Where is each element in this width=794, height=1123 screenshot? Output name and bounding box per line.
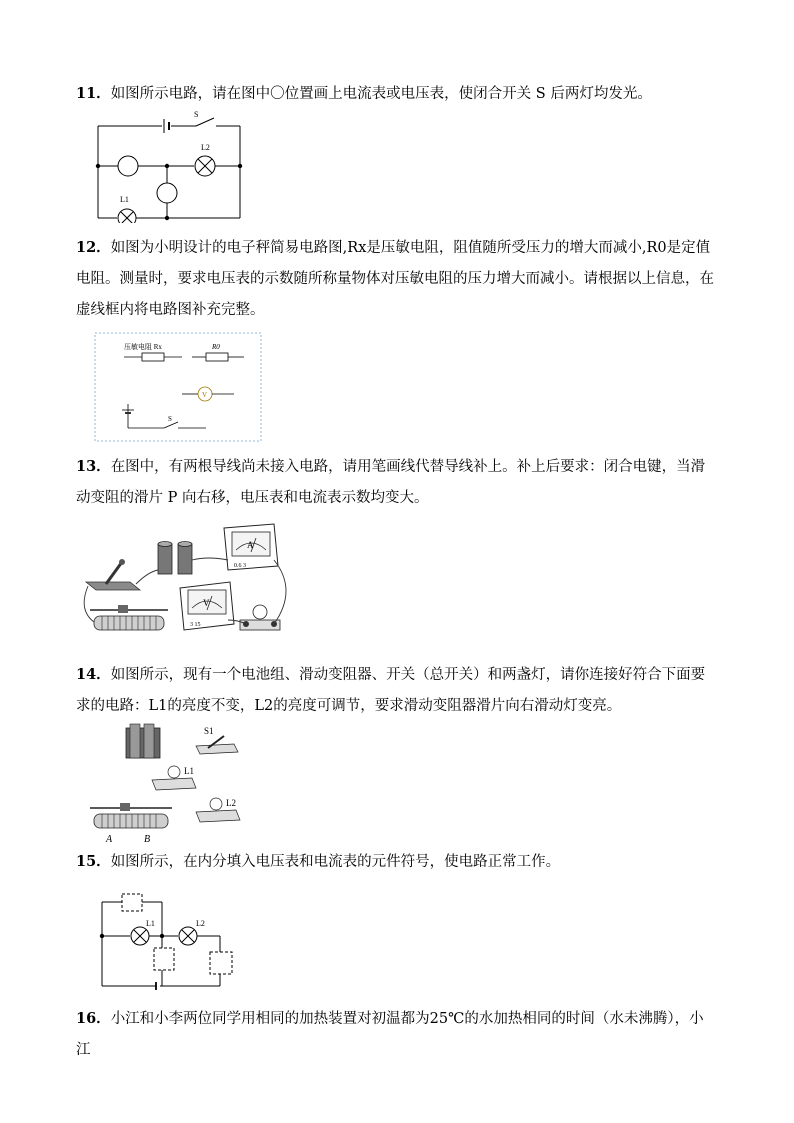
lamp-l2-label: L2 bbox=[201, 143, 210, 152]
question-13 bbox=[76, 451, 716, 514]
ammeter-label: A bbox=[247, 540, 254, 550]
voltmeter-scale: 3 15 bbox=[190, 622, 201, 628]
question-16 bbox=[76, 1003, 716, 1066]
pressure-resistor-rx bbox=[142, 353, 164, 361]
circuit-diagram-12 bbox=[94, 332, 264, 444]
rheostat-icon bbox=[90, 803, 172, 828]
question-text: 小江和小李两位同学用相同的加热装置对初温都为25℃的水加热相同的时间（水未沸腾），小江 bbox=[76, 1011, 704, 1058]
lamp-l2-label: L2 bbox=[226, 798, 236, 808]
terminal-a-label: A bbox=[106, 834, 113, 844]
switch-s1-icon bbox=[196, 736, 238, 754]
fixed-resistor-r0 bbox=[206, 353, 228, 361]
lamp-l1-label: L1 bbox=[120, 195, 129, 204]
question-11 bbox=[76, 78, 716, 110]
question-15 bbox=[76, 846, 716, 878]
question-number: 14． bbox=[76, 666, 111, 683]
circuit-diagram-15 bbox=[96, 888, 242, 992]
switch-blade bbox=[196, 118, 214, 126]
question-number: 12． bbox=[76, 239, 111, 256]
dashed-answer-box bbox=[95, 333, 261, 441]
battery-cell-2 bbox=[178, 542, 192, 575]
lamp-l2-label: L2 bbox=[196, 919, 205, 928]
blank-box-3 bbox=[210, 952, 232, 974]
question-12 bbox=[76, 232, 716, 326]
question-text: 如图所示电路，请在图中〇位置画上电流表或电压表，使闭合开关 S 后两灯均发光。 bbox=[110, 86, 652, 102]
question-text: 如图所示，在内分填入电压表和电流表的元件符号，使电路正常工作。 bbox=[110, 854, 561, 870]
switch-label: S bbox=[168, 415, 172, 423]
rheostat-icon bbox=[90, 605, 168, 630]
meter-slot-2 bbox=[157, 183, 177, 203]
lamp-l1-label: L1 bbox=[184, 766, 194, 776]
lamp-l1-icon bbox=[118, 209, 136, 223]
switch-s1-label: S1 bbox=[204, 726, 214, 736]
blank-box-2 bbox=[154, 948, 174, 970]
physical-circuit-13 bbox=[78, 520, 300, 643]
meter-slot-1 bbox=[118, 156, 138, 176]
question-number: 15． bbox=[76, 853, 111, 870]
battery-pack-icon bbox=[126, 724, 160, 758]
rx-label: 压敏电阻 Rx bbox=[124, 343, 162, 351]
ammeter-scale: 0.6 3 bbox=[234, 563, 246, 569]
circuit-diagram-11 bbox=[90, 108, 250, 223]
r0-label: R0 bbox=[212, 343, 220, 351]
blank-box-1 bbox=[122, 894, 142, 911]
voltmeter-label: V bbox=[203, 598, 210, 608]
question-text: 如图为小明设计的电子秤简易电路图,Rx是压敏电阻，阻值随所受压力的增大而减小,R0是定值电阻。测量时，要求电压表的示数随所称量物体对压敏电阻的压力增大而减小。请根据以上信息，在虚线框内将电路图补充完整。 bbox=[76, 240, 714, 318]
lamp-icon bbox=[240, 605, 280, 630]
question-text: 在图中，有两根导线尚未接入电路，请用笔画线代替导线补上。补上后要求：闭合电键，当滑动变阻的滑片 P 向右移，电压表和电流表示数均变大。 bbox=[76, 459, 706, 506]
question-number: 13． bbox=[76, 458, 111, 475]
question-14 bbox=[76, 659, 716, 722]
switch-label: S bbox=[194, 110, 199, 119]
physical-circuit-14 bbox=[86, 716, 252, 844]
question-text: 如图所示，现有一个电池组、滑动变阻器、开关（总开关）和两盏灯，请你连接好符合下面要求的电路：L1的亮度不变，L2的亮度可调节，要求滑动变阻器滑片向右滑动灯变亮。 bbox=[76, 667, 706, 714]
question-number: 16． bbox=[76, 1010, 111, 1027]
voltmeter-label: V bbox=[202, 391, 208, 399]
battery-cell-1 bbox=[158, 542, 172, 575]
knife-switch bbox=[86, 559, 140, 590]
lamp-l1-label: L1 bbox=[146, 919, 155, 928]
terminal-b-label: B bbox=[144, 834, 151, 844]
question-number: 11． bbox=[76, 85, 111, 102]
